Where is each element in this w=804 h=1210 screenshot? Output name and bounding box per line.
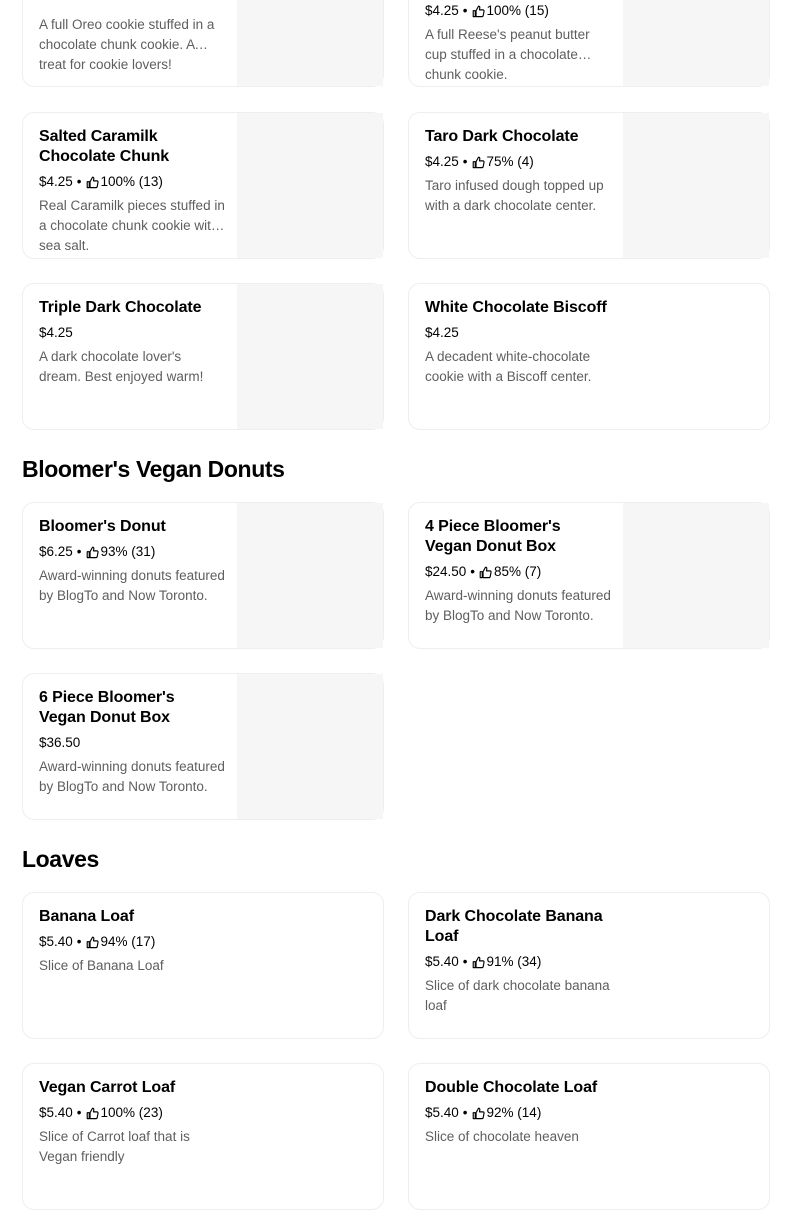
item-rating: 100% (13) — [100, 174, 163, 189]
separator-dot: • — [462, 954, 468, 969]
menu-item-card-reeses[interactable] — [408, 0, 770, 87]
item-description: Slice of Banana Loaf — [39, 958, 164, 973]
item-name: Vegan Carrot Loaf — [39, 1079, 176, 1096]
item-price: $36.50 — [39, 735, 81, 750]
separator-dot: • — [76, 544, 82, 559]
item-meta — [39, 172, 225, 192]
item-meta — [425, 152, 611, 172]
item-meta — [425, 323, 611, 343]
item-description: Award-winning donuts featured by BlogTo and Now Toronto. — [425, 588, 611, 623]
item-rating: 85% (7) — [494, 564, 542, 579]
item-price: $24.50 — [425, 564, 467, 579]
item-meta — [425, 1103, 611, 1123]
thumbs-up-icon — [472, 1107, 485, 1120]
item-price: $5.40 — [39, 934, 73, 949]
item-image — [237, 674, 383, 819]
item-image — [237, 0, 383, 86]
item-name: Bloomer's Donut — [39, 518, 166, 535]
thumbs-up-icon — [472, 156, 485, 169]
item-meta — [39, 542, 225, 562]
item-description: Slice of dark chocolate banana loaf — [425, 978, 610, 1013]
item-name: 6 Piece Bloomer's Vegan Donut Box — [39, 689, 175, 726]
item-image — [623, 113, 769, 258]
item-description: Slice of Carrot loaf that is Vegan friendly — [39, 1129, 190, 1164]
item-meta — [39, 733, 225, 753]
menu-item-card-dark-chocolate-banana-loaf[interactable] — [408, 892, 770, 1039]
item-rating: 92% (14) — [486, 1105, 542, 1120]
menu-item-card-bloomers-donut[interactable] — [22, 502, 384, 649]
separator-dot: • — [76, 174, 82, 189]
item-rating: 75% (4) — [486, 154, 534, 169]
item-rating: 91% (34) — [486, 954, 542, 969]
menu-item-card-6-piece-box[interactable] — [22, 673, 384, 820]
separator-dot: • — [462, 1105, 468, 1120]
thumbs-up-icon — [86, 936, 99, 949]
item-price: $4.25 — [425, 3, 459, 18]
item-name: White Chocolate Biscoff — [425, 299, 607, 316]
item-meta — [39, 323, 225, 343]
item-name: Salted Caramilk Chocolate Chunk — [39, 128, 170, 165]
item-description: A decadent white-chocolate cookie with a Biscoff center. — [425, 349, 592, 384]
item-image — [237, 284, 383, 429]
item-price: $4.25 — [425, 325, 459, 340]
item-rating: 100% (23) — [100, 1105, 163, 1120]
section-title-loaves: Loaves — [22, 846, 99, 872]
section-title-donuts: Bloomer's Vegan Donuts — [22, 456, 285, 482]
menu-item-card-salted-caramilk[interactable] — [22, 112, 384, 259]
item-rating: 94% (17) — [100, 934, 156, 949]
item-name: Double Chocolate Loaf — [425, 1079, 598, 1096]
item-description: Award-winning donuts featured by BlogTo and Now Toronto. — [39, 759, 225, 794]
separator-dot: • — [76, 934, 82, 949]
item-meta — [39, 932, 225, 952]
separator-dot: • — [462, 154, 468, 169]
item-price: $5.40 — [39, 1105, 73, 1120]
item-meta — [39, 1103, 225, 1123]
item-name: Banana Loaf — [39, 908, 134, 925]
item-meta — [425, 1, 611, 21]
item-price: $5.40 — [425, 954, 459, 969]
thumbs-up-icon — [472, 5, 485, 18]
item-description: A dark chocolate lover's dream. Best enjoyed warm! — [39, 349, 204, 384]
thumbs-up-icon — [479, 566, 492, 579]
menu-item-card-banana-loaf[interactable] — [22, 892, 384, 1039]
menu-item-card-triple-dark[interactable] — [22, 283, 384, 430]
menu-item-card-double-chocolate-loaf[interactable] — [408, 1063, 770, 1210]
item-image — [237, 113, 383, 258]
item-rating: 100% (15) — [486, 3, 549, 18]
thumbs-up-icon — [86, 1107, 99, 1120]
item-description: Award-winning donuts featured by BlogTo and Now Toronto. — [39, 568, 225, 603]
item-image — [623, 0, 769, 86]
item-image — [237, 503, 383, 648]
item-description: A full Oreo cookie stuffed in a chocolate chunk cookie. A treat for cookie lovers! — [39, 17, 215, 72]
item-price: $4.25 — [425, 154, 459, 169]
item-name: 4 Piece Bloomer's Vegan Donut Box — [425, 518, 561, 555]
item-name: Taro Dark Chocolate — [425, 128, 579, 145]
item-price: $5.40 — [425, 1105, 459, 1120]
item-description: Real Caramilk pieces stuffed in a chocolate chunk cookie with sea salt. — [39, 198, 225, 253]
item-image — [623, 503, 769, 648]
item-description: A full Reese's peanut butter cup stuffed in a chocolate chunk cookie. — [425, 27, 590, 82]
menu-item-card-white-biscoff[interactable] — [408, 283, 770, 430]
thumbs-up-icon — [86, 176, 99, 189]
separator-dot: • — [470, 564, 476, 579]
item-price: $4.25 — [39, 174, 73, 189]
item-price: $4.25 — [39, 325, 73, 340]
thumbs-up-icon — [86, 546, 99, 559]
item-meta — [425, 562, 611, 582]
menu-item-card-oreo[interactable] — [22, 0, 384, 87]
menu-item-card-vegan-carrot-loaf[interactable] — [22, 1063, 384, 1210]
item-name: Dark Chocolate Banana Loaf — [425, 908, 603, 945]
separator-dot: • — [462, 3, 468, 18]
item-rating: 93% (31) — [100, 544, 156, 559]
item-name: Triple Dark Chocolate — [39, 299, 202, 316]
item-price: $6.25 — [39, 544, 73, 559]
menu-item-card-taro[interactable] — [408, 112, 770, 259]
separator-dot: • — [76, 1105, 82, 1120]
item-meta — [425, 952, 611, 972]
menu-item-card-4-piece-box[interactable] — [408, 502, 770, 649]
item-description: Slice of chocolate heaven — [425, 1129, 579, 1144]
thumbs-up-icon — [472, 956, 485, 969]
item-description: Taro infused dough topped up with a dark chocolate center. — [425, 178, 604, 213]
